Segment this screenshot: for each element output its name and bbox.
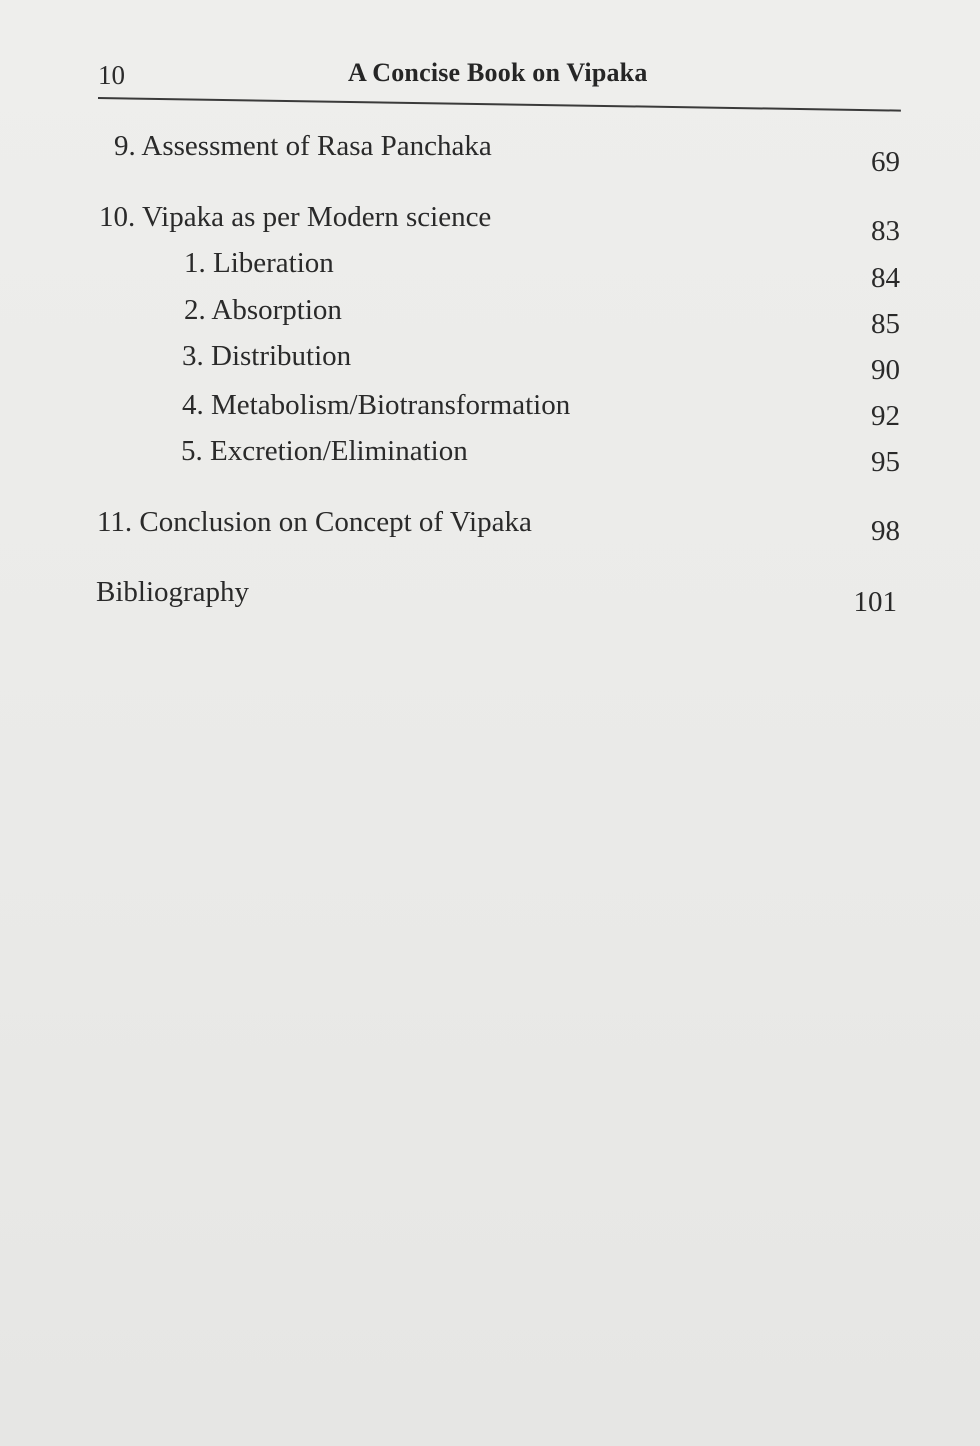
toc-entry-chapter-10: 10. Vipaka as per Modern science — [99, 201, 492, 233]
toc-page-metabolism: 92 — [871, 400, 900, 432]
toc-page-liberation: 84 — [871, 262, 900, 294]
toc-page-chapter-11: 98 — [871, 515, 900, 547]
toc-entry-liberation: 1. Liberation — [184, 247, 334, 279]
toc-entry-excretion: 5. Excretion/Elimination — [181, 435, 468, 467]
toc-entry-distribution: 3. Distribution — [182, 340, 352, 372]
page-number: 10 — [98, 60, 125, 90]
toc-entry-chapter-9: 9. Assessment of Rasa Panchaka — [114, 130, 492, 162]
toc-page-distribution: 90 — [871, 354, 900, 386]
toc-entry-absorption: 2. Absorption — [184, 294, 342, 326]
toc-entry-metabolism: 4. Metabolism/Biotransformation — [182, 389, 571, 421]
toc-entry-chapter-11: 11. Conclusion on Concept of Vipaka — [97, 506, 532, 538]
book-title: A Concise Book on Vipaka — [348, 58, 648, 87]
toc-page-chapter-9: 69 — [871, 146, 900, 178]
toc-page-bibliography: 101 — [853, 586, 897, 618]
toc-entry-bibliography: Bibliography — [96, 576, 250, 608]
toc-page-chapter-10: 83 — [871, 215, 900, 247]
toc-page-absorption: 85 — [871, 308, 900, 340]
toc-page-excretion: 95 — [871, 446, 900, 478]
